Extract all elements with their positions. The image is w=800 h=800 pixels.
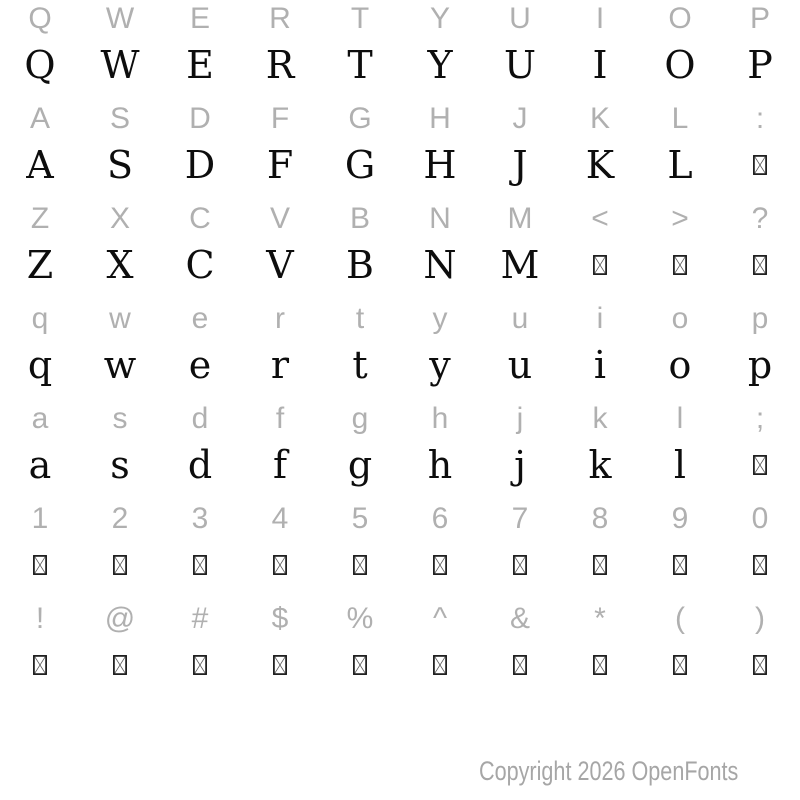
reference-char: K — [589, 102, 610, 135]
reference-char: e — [191, 302, 209, 335]
specimen-row — [0, 42, 800, 88]
missing-glyph-box — [593, 255, 607, 275]
specimen-char: T — [347, 43, 373, 87]
reference-char: C — [189, 202, 211, 235]
specimen-cell — [753, 655, 767, 675]
reference-char: l — [676, 402, 684, 435]
reference-char: R — [269, 2, 291, 35]
specimen-char: y — [429, 343, 451, 387]
reference-char: @ — [104, 602, 136, 635]
specimen-char: a — [28, 443, 52, 487]
reference-char: N — [429, 202, 451, 235]
reference-char: o — [671, 302, 689, 335]
specimen-char: e — [188, 343, 212, 387]
reference-char: G — [348, 102, 372, 135]
glyph-row-pair — [0, 100, 800, 200]
reference-char: ( — [675, 602, 685, 635]
reference-char: > — [671, 202, 689, 235]
specimen-char: H — [423, 143, 457, 187]
reference-char: Z — [30, 202, 50, 235]
specimen-char: h — [427, 443, 453, 487]
reference-char: P — [749, 2, 770, 35]
reference-char: 4 — [271, 502, 289, 535]
specimen-row — [0, 542, 800, 588]
reference-char: * — [594, 602, 606, 635]
reference-char: W — [105, 2, 135, 35]
specimen-char: M — [500, 243, 540, 287]
specimen-cell — [753, 455, 767, 475]
specimen-char: l — [673, 443, 687, 487]
reference-char: 5 — [351, 502, 369, 535]
reference-char: q — [31, 302, 49, 335]
specimen-cell — [673, 555, 687, 575]
specimen-row — [0, 442, 800, 488]
missing-glyph-box — [673, 255, 687, 275]
missing-glyph-box — [113, 555, 127, 575]
specimen-cell — [433, 555, 447, 575]
reference-char: Q — [28, 2, 52, 35]
specimen-cell — [753, 155, 767, 175]
specimen-cell — [433, 655, 447, 675]
specimen-char: U — [503, 43, 537, 87]
reference-char: y — [432, 302, 448, 335]
specimen-char: s — [110, 443, 130, 487]
specimen-row — [0, 342, 800, 388]
specimen-cell — [593, 255, 607, 275]
reference-char: 9 — [671, 502, 689, 535]
reference-char: ? — [751, 202, 769, 235]
glyph-row-pair — [0, 200, 800, 300]
reference-char: L — [671, 102, 689, 135]
specimen-char: o — [668, 343, 692, 387]
reference-char: < — [591, 202, 609, 235]
reference-char: T — [350, 2, 370, 35]
reference-char: h — [431, 402, 449, 435]
reference-char: O — [668, 2, 692, 35]
missing-glyph-box — [193, 555, 207, 575]
specimen-row — [0, 242, 800, 288]
reference-char: f — [275, 402, 285, 435]
specimen-cell — [593, 655, 607, 675]
specimen-cell — [753, 255, 767, 275]
reference-char: Y — [429, 2, 450, 35]
specimen-char: Y — [427, 43, 453, 87]
reference-char: U — [509, 2, 531, 35]
reference-char: p — [751, 302, 769, 335]
specimen-char: X — [106, 243, 134, 287]
specimen-char: d — [187, 443, 213, 487]
missing-glyph-box — [753, 555, 767, 575]
reference-char: D — [189, 102, 211, 135]
missing-glyph-box — [753, 455, 767, 475]
reference-char: 6 — [431, 502, 449, 535]
missing-glyph-box — [193, 655, 207, 675]
specimen-char: i — [593, 343, 607, 387]
missing-glyph-box — [673, 555, 687, 575]
specimen-cell — [513, 655, 527, 675]
specimen-cell — [33, 555, 47, 575]
specimen-cell — [193, 555, 207, 575]
reference-char: V — [269, 202, 290, 235]
reference-char: & — [509, 602, 530, 635]
missing-glyph-box — [753, 255, 767, 275]
reference-char: 2 — [111, 502, 129, 535]
reference-char: A — [29, 102, 50, 135]
missing-glyph-box — [753, 155, 767, 175]
glyph-row-pair — [0, 400, 800, 500]
specimen-char: A — [26, 143, 54, 187]
missing-glyph-box — [673, 655, 687, 675]
reference-char: i — [596, 302, 604, 335]
reference-char: r — [275, 302, 285, 335]
reference-row — [0, 500, 800, 538]
missing-glyph-box — [593, 555, 607, 575]
specimen-cell — [353, 555, 367, 575]
reference-char: E — [189, 2, 210, 35]
specimen-row — [0, 642, 800, 688]
reference-char: B — [349, 202, 370, 235]
specimen-char: q — [27, 343, 53, 387]
specimen-char: W — [100, 43, 140, 87]
missing-glyph-box — [113, 655, 127, 675]
reference-char: % — [346, 602, 374, 635]
specimen-char: J — [512, 143, 528, 187]
reference-row — [0, 400, 800, 438]
specimen-cell — [273, 655, 287, 675]
reference-row — [0, 200, 800, 238]
reference-char: u — [511, 302, 529, 335]
reference-char: k — [592, 402, 608, 435]
specimen-cell — [33, 655, 47, 675]
specimen-char: L — [667, 143, 693, 187]
reference-char: I — [595, 2, 605, 35]
reference-char: 8 — [591, 502, 609, 535]
reference-char: : — [755, 102, 765, 135]
reference-char: X — [109, 202, 130, 235]
specimen-char: w — [103, 343, 137, 387]
reference-char: t — [355, 302, 365, 335]
reference-row — [0, 100, 800, 138]
copyright-footer: Copyright 2026 OpenFonts — [479, 756, 739, 786]
missing-glyph-box — [753, 655, 767, 675]
specimen-char: V — [266, 243, 294, 287]
specimen-char: Q — [24, 43, 56, 87]
specimen-char: B — [346, 243, 374, 287]
missing-glyph-box — [433, 655, 447, 675]
reference-char: F — [270, 102, 290, 135]
reference-char: w — [109, 302, 131, 335]
reference-row — [0, 600, 800, 638]
reference-row — [0, 300, 800, 338]
glyph-row-pair — [0, 0, 800, 100]
specimen-char: r — [270, 343, 290, 387]
reference-row — [0, 0, 800, 38]
specimen-cell — [353, 655, 367, 675]
specimen-char: Z — [26, 243, 54, 287]
specimen-char: k — [588, 443, 612, 487]
specimen-char: p — [747, 343, 773, 387]
specimen-char: u — [507, 343, 533, 387]
reference-char: 0 — [751, 502, 769, 535]
missing-glyph-box — [273, 555, 287, 575]
specimen-char: C — [185, 243, 215, 287]
reference-char: 1 — [31, 502, 49, 535]
specimen-char: K — [585, 143, 615, 187]
reference-char: ; — [755, 402, 765, 435]
missing-glyph-box — [433, 555, 447, 575]
specimen-cell — [113, 655, 127, 675]
specimen-cell — [113, 555, 127, 575]
missing-glyph-box — [353, 555, 367, 575]
reference-char: d — [191, 402, 209, 435]
reference-char: H — [429, 102, 451, 135]
specimen-cell — [513, 555, 527, 575]
missing-glyph-box — [273, 655, 287, 675]
specimen-row — [0, 142, 800, 188]
specimen-char: t — [352, 343, 368, 387]
reference-char: 3 — [191, 502, 209, 535]
specimen-cell — [753, 555, 767, 575]
missing-glyph-box — [513, 655, 527, 675]
specimen-char: S — [106, 143, 134, 187]
specimen-cell — [593, 555, 607, 575]
reference-char: # — [191, 602, 209, 635]
reference-char: S — [109, 102, 130, 135]
specimen-char: R — [265, 43, 295, 87]
missing-glyph-box — [513, 555, 527, 575]
reference-char: a — [31, 402, 49, 435]
specimen-cell — [673, 255, 687, 275]
reference-char: ^ — [432, 602, 448, 635]
reference-char: J — [512, 102, 528, 135]
specimen-cell — [273, 555, 287, 575]
missing-glyph-box — [593, 655, 607, 675]
missing-glyph-box — [33, 555, 47, 575]
specimen-cell — [193, 655, 207, 675]
specimen-char: E — [186, 43, 214, 87]
missing-glyph-box — [33, 655, 47, 675]
reference-char: M — [507, 202, 533, 235]
missing-glyph-box — [353, 655, 367, 675]
reference-char: ) — [755, 602, 765, 635]
specimen-cell — [673, 655, 687, 675]
reference-char: j — [516, 402, 524, 435]
specimen-char: P — [747, 43, 773, 87]
glyph-row-pair — [0, 600, 800, 700]
specimen-char: g — [347, 443, 373, 487]
specimen-char: I — [592, 43, 608, 87]
specimen-char: G — [344, 143, 376, 187]
reference-char: 7 — [511, 502, 529, 535]
reference-char: $ — [271, 602, 289, 635]
specimen-char: N — [423, 243, 457, 287]
reference-char: g — [351, 402, 369, 435]
specimen-char: f — [272, 443, 288, 487]
specimen-char: F — [266, 143, 294, 187]
glyph-row-pair — [0, 300, 800, 400]
specimen-char: O — [664, 43, 696, 87]
specimen-char: j — [514, 443, 526, 487]
specimen-char: D — [184, 143, 216, 187]
reference-char: ! — [35, 602, 45, 635]
reference-char: s — [112, 402, 128, 435]
glyph-row-pair — [0, 500, 800, 600]
